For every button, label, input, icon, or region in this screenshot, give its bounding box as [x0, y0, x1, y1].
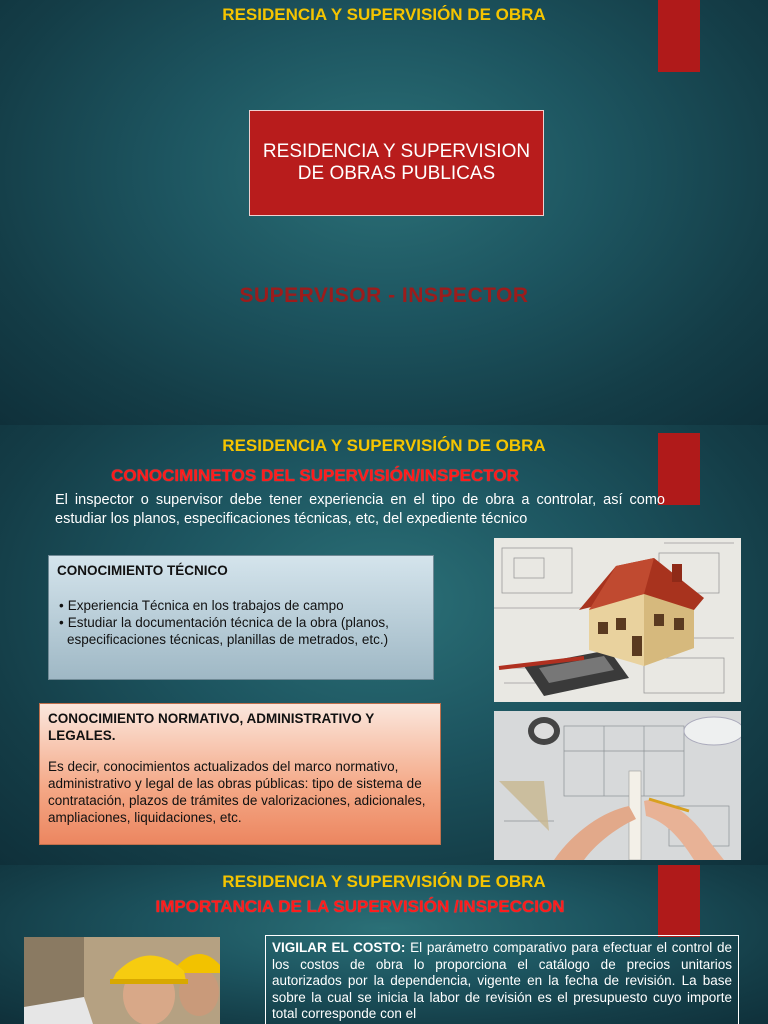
costo-text: El parámetro comparativo para efectuar el control de los costos de obra lo proporciona el catálogo de precios unitarios autorizados por la dependencia, vigente en la fecha de revisión. La base sobre la cual se inicia la labor de revisión es el presupuesto cuyo importe total corresponde con el — [272, 940, 732, 1021]
slide-conocimientos — [0, 425, 768, 865]
conocimiento-tecnico-box — [48, 555, 434, 680]
intro-paragraph: El inspector o supervisor debe tener experiencia en el tipo de obra a controlar, así como estudiar los planos, especificaciones técnicas, etc, del expediente técnico — [55, 492, 665, 527]
drafting-hands-photo — [494, 711, 741, 860]
conocimiento-normativo-box — [39, 703, 441, 845]
slide-subtitle: SUPERVISOR - INSPECTOR — [239, 284, 529, 307]
slide-importancia — [0, 865, 768, 1024]
box-text: Es decir, conocimientos actualizados del marco normativo, administrativo y legal de las obras públicas: tipo de sistema de contratación, plazos de trámites de valorizaciones, adicionales, ampliaciones, liquidaciones, etc. — [48, 759, 426, 825]
section-heading: CONOCIMINETOS DEL SUPERVISIÓN/INSPECTOR — [111, 466, 519, 485]
section-heading: IMPORTANCIA DE LA SUPERVISIÓN /INSPECCION — [155, 897, 565, 916]
main-title-box — [249, 110, 544, 216]
slide-title: RESIDENCIA Y SUPERVISIÓN DE OBRA — [222, 436, 546, 455]
workers-helmets-photo — [24, 937, 220, 1024]
vigilar-costo-box — [265, 935, 739, 1024]
house-blueprint-photo — [494, 538, 741, 702]
box-heading: CONOCIMIENTO TÉCNICO — [57, 563, 228, 578]
slide-title-page — [0, 0, 768, 425]
main-title-line-2: DE OBRAS PUBLICAS — [297, 163, 496, 184]
bullet-item: • Estudiar la documentación técnica de la obra (planos, especificaciones técnicas, planillas de metrados, etc.) — [57, 614, 425, 648]
slide-title: RESIDENCIA Y SUPERVISIÓN DE OBRA — [222, 5, 546, 24]
slide-title: RESIDENCIA Y SUPERVISIÓN DE OBRA — [222, 872, 546, 891]
bullet-list — [57, 597, 425, 648]
bullet-item: • Experiencia Técnica en los trabajos de campo — [57, 597, 425, 614]
box-heading: CONOCIMIENTO NORMATIVO, ADMINISTRATIVO Y LEGALES. — [48, 711, 375, 743]
costo-label: VIGILAR EL COSTO: — [272, 940, 406, 955]
main-title-line-1: RESIDENCIA Y SUPERVISION — [262, 141, 531, 162]
